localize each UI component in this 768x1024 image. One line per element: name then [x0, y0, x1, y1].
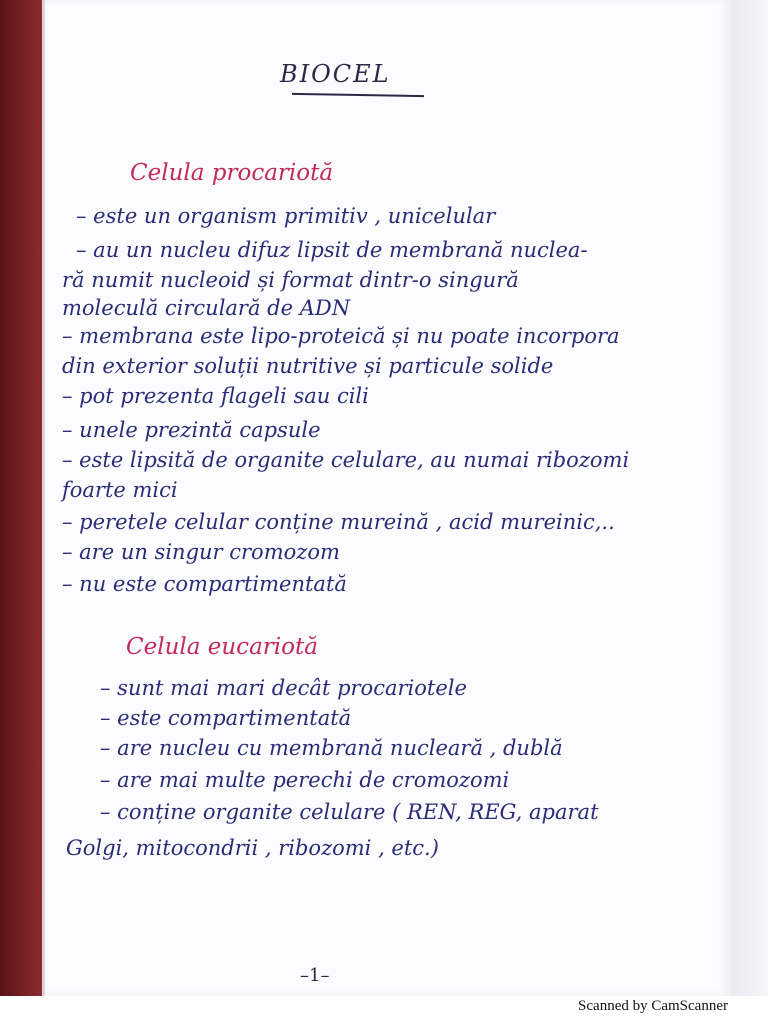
- note-line: – nu este compartimentată: [62, 572, 347, 596]
- note-line: – unele prezintă capsule: [62, 418, 321, 442]
- note-line: Golgi, mitocondrii , ribozomi , etc.): [66, 836, 439, 860]
- page-title: BIOCEL: [280, 60, 391, 88]
- page-edge-right: [728, 0, 768, 1024]
- note-line: – membrana este lipo-proteică și nu poate incorpora: [62, 324, 620, 348]
- note-line: – este compartimentată: [100, 706, 352, 730]
- note-line: – sunt mai mari decât procariotele: [100, 676, 467, 700]
- scanner-watermark: Scanned by CamScanner: [578, 998, 728, 1014]
- note-line: – are un singur cromozom: [62, 540, 340, 564]
- note-line: – este lipsită de organite celulare, au numai ribozomi: [62, 448, 630, 472]
- note-line: din exterior soluții nutritive și particule solide: [62, 354, 554, 378]
- note-line: ră numit nucleoid și format dintr-o singură: [62, 268, 519, 292]
- note-line: – are nucleu cu membrană nucleară , dublă: [100, 736, 563, 760]
- note-line: – este un organism primitiv , unicelular: [76, 204, 496, 228]
- note-line: moleculă circulară de ADN: [62, 296, 351, 320]
- note-line: – pot prezenta flageli sau cili: [62, 384, 369, 408]
- page-edge-left: [0, 0, 42, 1024]
- note-line: – au un nucleu difuz lipsit de membrană nuclea-: [76, 238, 588, 262]
- page-number: –1–: [300, 965, 330, 986]
- note-line: foarte mici: [62, 478, 178, 502]
- note-line: – peretele celular conține mureină , acid mureinic,..: [62, 510, 615, 534]
- section-heading-procariota: Celula procariotă: [130, 160, 334, 186]
- note-line: – are mai multe perechi de cromozomi: [100, 768, 510, 792]
- section-heading-eucariota: Celula eucariotă: [126, 634, 318, 660]
- note-line: – conține organite celulare ( REN, REG, aparat: [100, 800, 599, 824]
